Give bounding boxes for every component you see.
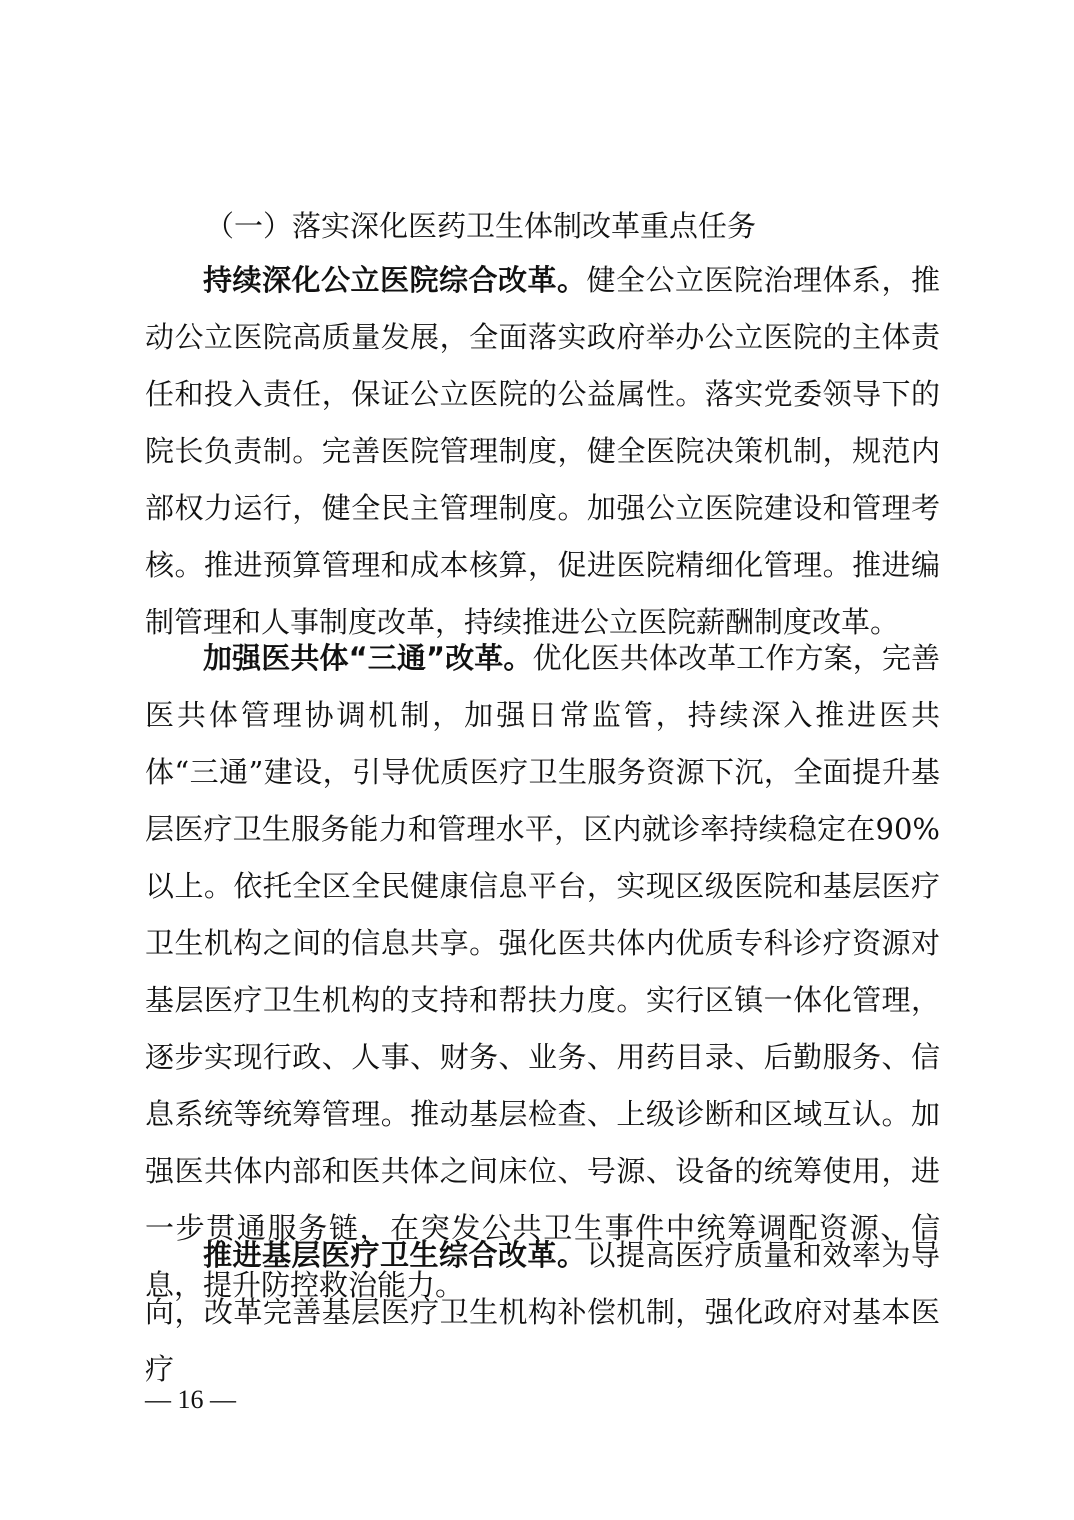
paragraph-lead: 推进基层医疗卫生综合改革。 bbox=[203, 1238, 587, 1272]
section-heading: （一）落实深化医药卫生体制改革重点任务 bbox=[205, 209, 757, 243]
paragraph-public-hospital-reform bbox=[145, 252, 940, 651]
paragraph-body: 以提高医疗质量和效率为导向，改革完善基层医疗卫生机构补偿机制，强化政府对基本医疗 bbox=[145, 1238, 940, 1386]
paragraph-medical-community-reform bbox=[145, 630, 940, 1314]
paragraph-lead: 加强医共体“三通”改革。 bbox=[203, 641, 533, 675]
paragraph-lead: 持续深化公立医院综合改革。 bbox=[203, 263, 587, 297]
paragraph-body: 优化医共体改革工作方案，完善医共体管理协调机制，加强日常监管，持续深入推进医共体“三通”建设，引导优质医疗卫生服务资源下沉，全面提升基层医疗卫生服务能力和管理水平，区内就诊率持续稳定在90%以上。依托全区全民健康信息平台，实现区级医院和基层医疗卫生机构之间的信息共享。强化医共体内优质专科诊疗资源对基层医疗卫生机构的支持和帮扶力度。实行区镇一体化管理，逐步实现行政、人事、财务、业务、用药目录、后勤服务、信息系统等统筹管理。推动基层检查、上级诊断和区域互认。加强医共体内部和医共体之间床位、号源、设备的统筹使用，进一步贯通服务链，在突发公共卫生事件中统筹调配资源、信息，提升防控救治能力。 bbox=[145, 641, 940, 1302]
page-number: — 16 — bbox=[145, 1385, 236, 1414]
paragraph-body: 健全公立医院治理体系，推动公立医院高质量发展，全面落实政府举办公立医院的主体责任和投入责任，保证公立医院的公益属性。落实党委领导下的院长负责制。完善医院管理制度，健全医院决策机制，规范内部权力运行，健全民主管理制度。加强公立医院建设和管理考核。推进预算管理和成本核算，促进医院精细化管理。推进编制管理和人事制度改革，持续推进公立医院薪酬制度改革。 bbox=[145, 263, 940, 639]
paragraph-primary-care-reform bbox=[145, 1227, 940, 1398]
